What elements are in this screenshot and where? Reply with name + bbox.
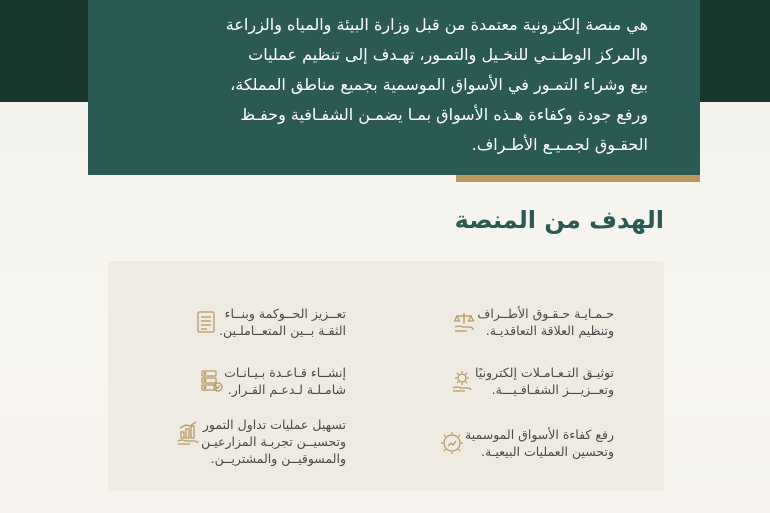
- goal-text: [219, 305, 346, 339]
- goal-text: [224, 364, 346, 398]
- goal-text: [201, 416, 346, 467]
- goal-text: [477, 305, 614, 339]
- database-icon: [198, 368, 224, 394]
- goal-line: وتحسين العمليات البيعيـة.: [481, 444, 614, 459]
- intro-line: والمركز الوطـنـي للنخـيل والتمـور، تهـدف إلى تنظيم عمليات: [248, 45, 648, 64]
- goal-item-trading: [175, 416, 356, 467]
- goal-line: تعــزيز الحــوكمة وبنــاء: [224, 306, 346, 321]
- goal-line: إنشــاء قـاعـدة بـيـانـات: [224, 365, 346, 380]
- goal-line: رفع كفاءة الأسواق الموسمية: [465, 427, 614, 442]
- intro-line: ورفع جودة وكفاءة هـذه الأسواق بمـا يضمـن الشفـافية وحفـظ: [240, 105, 648, 124]
- intro-line: الحقـوق لجمـيـع الأطـراف.: [471, 135, 648, 154]
- goal-line: والمسوقيــن والمشتريــن.: [210, 451, 346, 466]
- section-title: الهدف من المنصة: [454, 206, 664, 234]
- goal-item-protect-rights: [451, 305, 624, 339]
- goal-item-electronic-docs: [449, 364, 624, 398]
- goal-item-governance: [193, 305, 356, 339]
- goal-text: [475, 364, 614, 398]
- goal-line: حـمـايـة حـقـوق الأطــراف: [477, 306, 614, 321]
- intro-card: [88, 0, 700, 175]
- gear-chart-icon: [439, 430, 465, 456]
- handshake-growth-icon: [175, 420, 201, 446]
- goal-line: توثيـق التـعـامـلات إلكترونيًا: [475, 365, 614, 380]
- document-list-icon: [193, 309, 219, 335]
- goal-text: [465, 426, 614, 460]
- goal-line: تسهيل عمليات تداول التمور: [202, 417, 346, 432]
- goal-item-market-efficiency: [439, 426, 624, 460]
- intro-paragraph: [128, 10, 648, 160]
- goal-line: وتنظيم العلاقة التعاقديـة.: [485, 323, 614, 338]
- goal-line: شامـلـة لـدعـم القـرار.: [227, 382, 346, 397]
- goal-line: الثقـة بــين المتعــاملـين.: [219, 323, 346, 338]
- goal-item-database: [198, 364, 356, 398]
- goal-line: وتحسيــن تجربـة المزارعيـن: [201, 434, 346, 449]
- intro-line: هي منصة إلكترونية معتمدة من قبل وزارة البيئة والمياه والزراعة: [225, 15, 648, 34]
- gear-hand-icon: [449, 368, 475, 394]
- goal-line: وتعــزيـــز الشفـافـيـــة.: [491, 382, 614, 397]
- scales-hand-icon: [451, 309, 477, 335]
- intro-line: بيع وشراء التمـور في الأسواق الموسمية بجميع مناطق المملكة،: [230, 75, 648, 94]
- intro-gold-accent: [456, 175, 700, 182]
- goals-panel: [108, 261, 664, 491]
